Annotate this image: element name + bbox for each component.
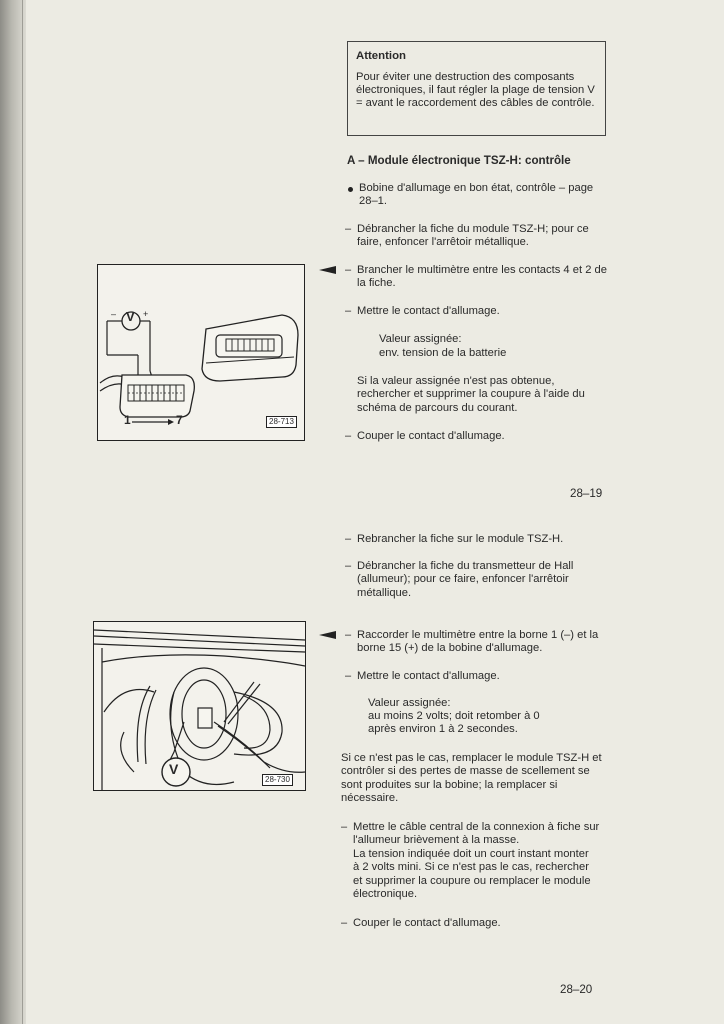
dash-marker: – [345, 560, 352, 572]
voltmeter-symbol: V [169, 761, 179, 777]
section-b-step5-detail: La tension indiquée doit un court instant monter à 2 volts mini. Si ce n'est pas le cas, rechercher et supprimer la coupure ou remplacer le module électronique. [353, 848, 591, 901]
figure-pointer-arrow-icon [319, 631, 336, 639]
plus-sign: + [143, 309, 149, 319]
section-a-assigned-value: env. tension de la batterie [379, 347, 507, 359]
dash-marker: – [345, 264, 352, 276]
bullet-dot-icon [348, 187, 353, 192]
dash-marker: – [345, 430, 352, 442]
dash-marker: – [345, 670, 352, 682]
dash-marker: – [345, 305, 352, 317]
section-a-step3: Mettre le contact d'allumage. [357, 305, 500, 317]
figure-label: 28-713 [266, 416, 297, 428]
section-a-bullet: Bobine d'allumage en bon état, contrôle – page 28–1. [359, 182, 594, 208]
page-binding-line [22, 0, 23, 1024]
voltmeter-symbol: V [126, 309, 135, 324]
section-b-assigned-title: Valeur assignée: [368, 697, 451, 709]
section-b-step3: Raccorder le multimètre entre la borne 1 (–) et la borne 15 (+) de la bobine d'allumage. [357, 629, 599, 655]
page-number: 28–19 [570, 487, 603, 500]
minus-sign: – [111, 309, 117, 319]
attention-text: Pour éviter une destruction des composants électroniques, il faut régler la plage de tension V = avant le raccordement des câbles de contrôle. [356, 71, 595, 110]
section-b-step5: Mettre le câble central de la connexion à fiche sur l'allumeur brièvement à la masse. [353, 821, 600, 847]
section-a-step4: Couper le contact d'allumage. [357, 430, 505, 442]
pin-label-start: 1 [124, 413, 131, 427]
page-number: 28–20 [560, 983, 593, 996]
ignition-coil-illustration [94, 622, 305, 790]
section-b-assigned-value: au moins 2 volts; doit retomber à 0 après environ 1 à 2 secondes. [368, 710, 540, 736]
section-b-note: Si ce n'est pas le cas, remplacer le module TSZ-H et contrôler si des pertes de masse de scellement se sont produites sur la bobine; la remplacer si nécessaire. [341, 752, 602, 805]
section-b-step2: Débrancher la fiche du transmetteur de Hall (allumeur); pour ce faire, enfoncer l'arrêtoir métallique. [357, 560, 574, 599]
section-b-step1: Rebrancher la fiche sur le module TSZ-H. [357, 533, 564, 545]
section-a-heading: A – Module électronique TSZ-H: contrôle [347, 154, 571, 167]
section-a-assigned-title: Valeur assignée: [379, 333, 462, 345]
pin-label-end: 7 [176, 413, 183, 427]
section-a-step1: Débrancher la fiche du module TSZ-H; pour ce faire, enfoncer l'arrêtoir métallique. [357, 223, 589, 249]
attention-title: Attention [356, 50, 406, 62]
section-b-step6: Couper le contact d'allumage. [353, 917, 501, 929]
dash-marker: – [345, 629, 352, 641]
figure-ignition-coil [93, 621, 306, 791]
dash-marker: – [345, 223, 352, 235]
figure-label: 28-730 [262, 774, 293, 786]
section-a-step2: Brancher le multimètre entre les contacts 4 et 2 de la fiche. [357, 264, 607, 290]
dash-marker: – [345, 533, 352, 545]
dash-marker: – [341, 917, 348, 929]
section-b-step4: Mettre le contact d'allumage. [357, 670, 500, 682]
section-a-note: Si la valeur assignée n'est pas obtenue, rechercher et supprimer la coupure à l'aide du schéma de parcours du courant. [357, 375, 585, 414]
dash-marker: – [341, 821, 348, 833]
attention-box [347, 41, 606, 136]
figure-connector-diagram [97, 264, 305, 441]
figure-pointer-arrow-icon [319, 266, 336, 274]
